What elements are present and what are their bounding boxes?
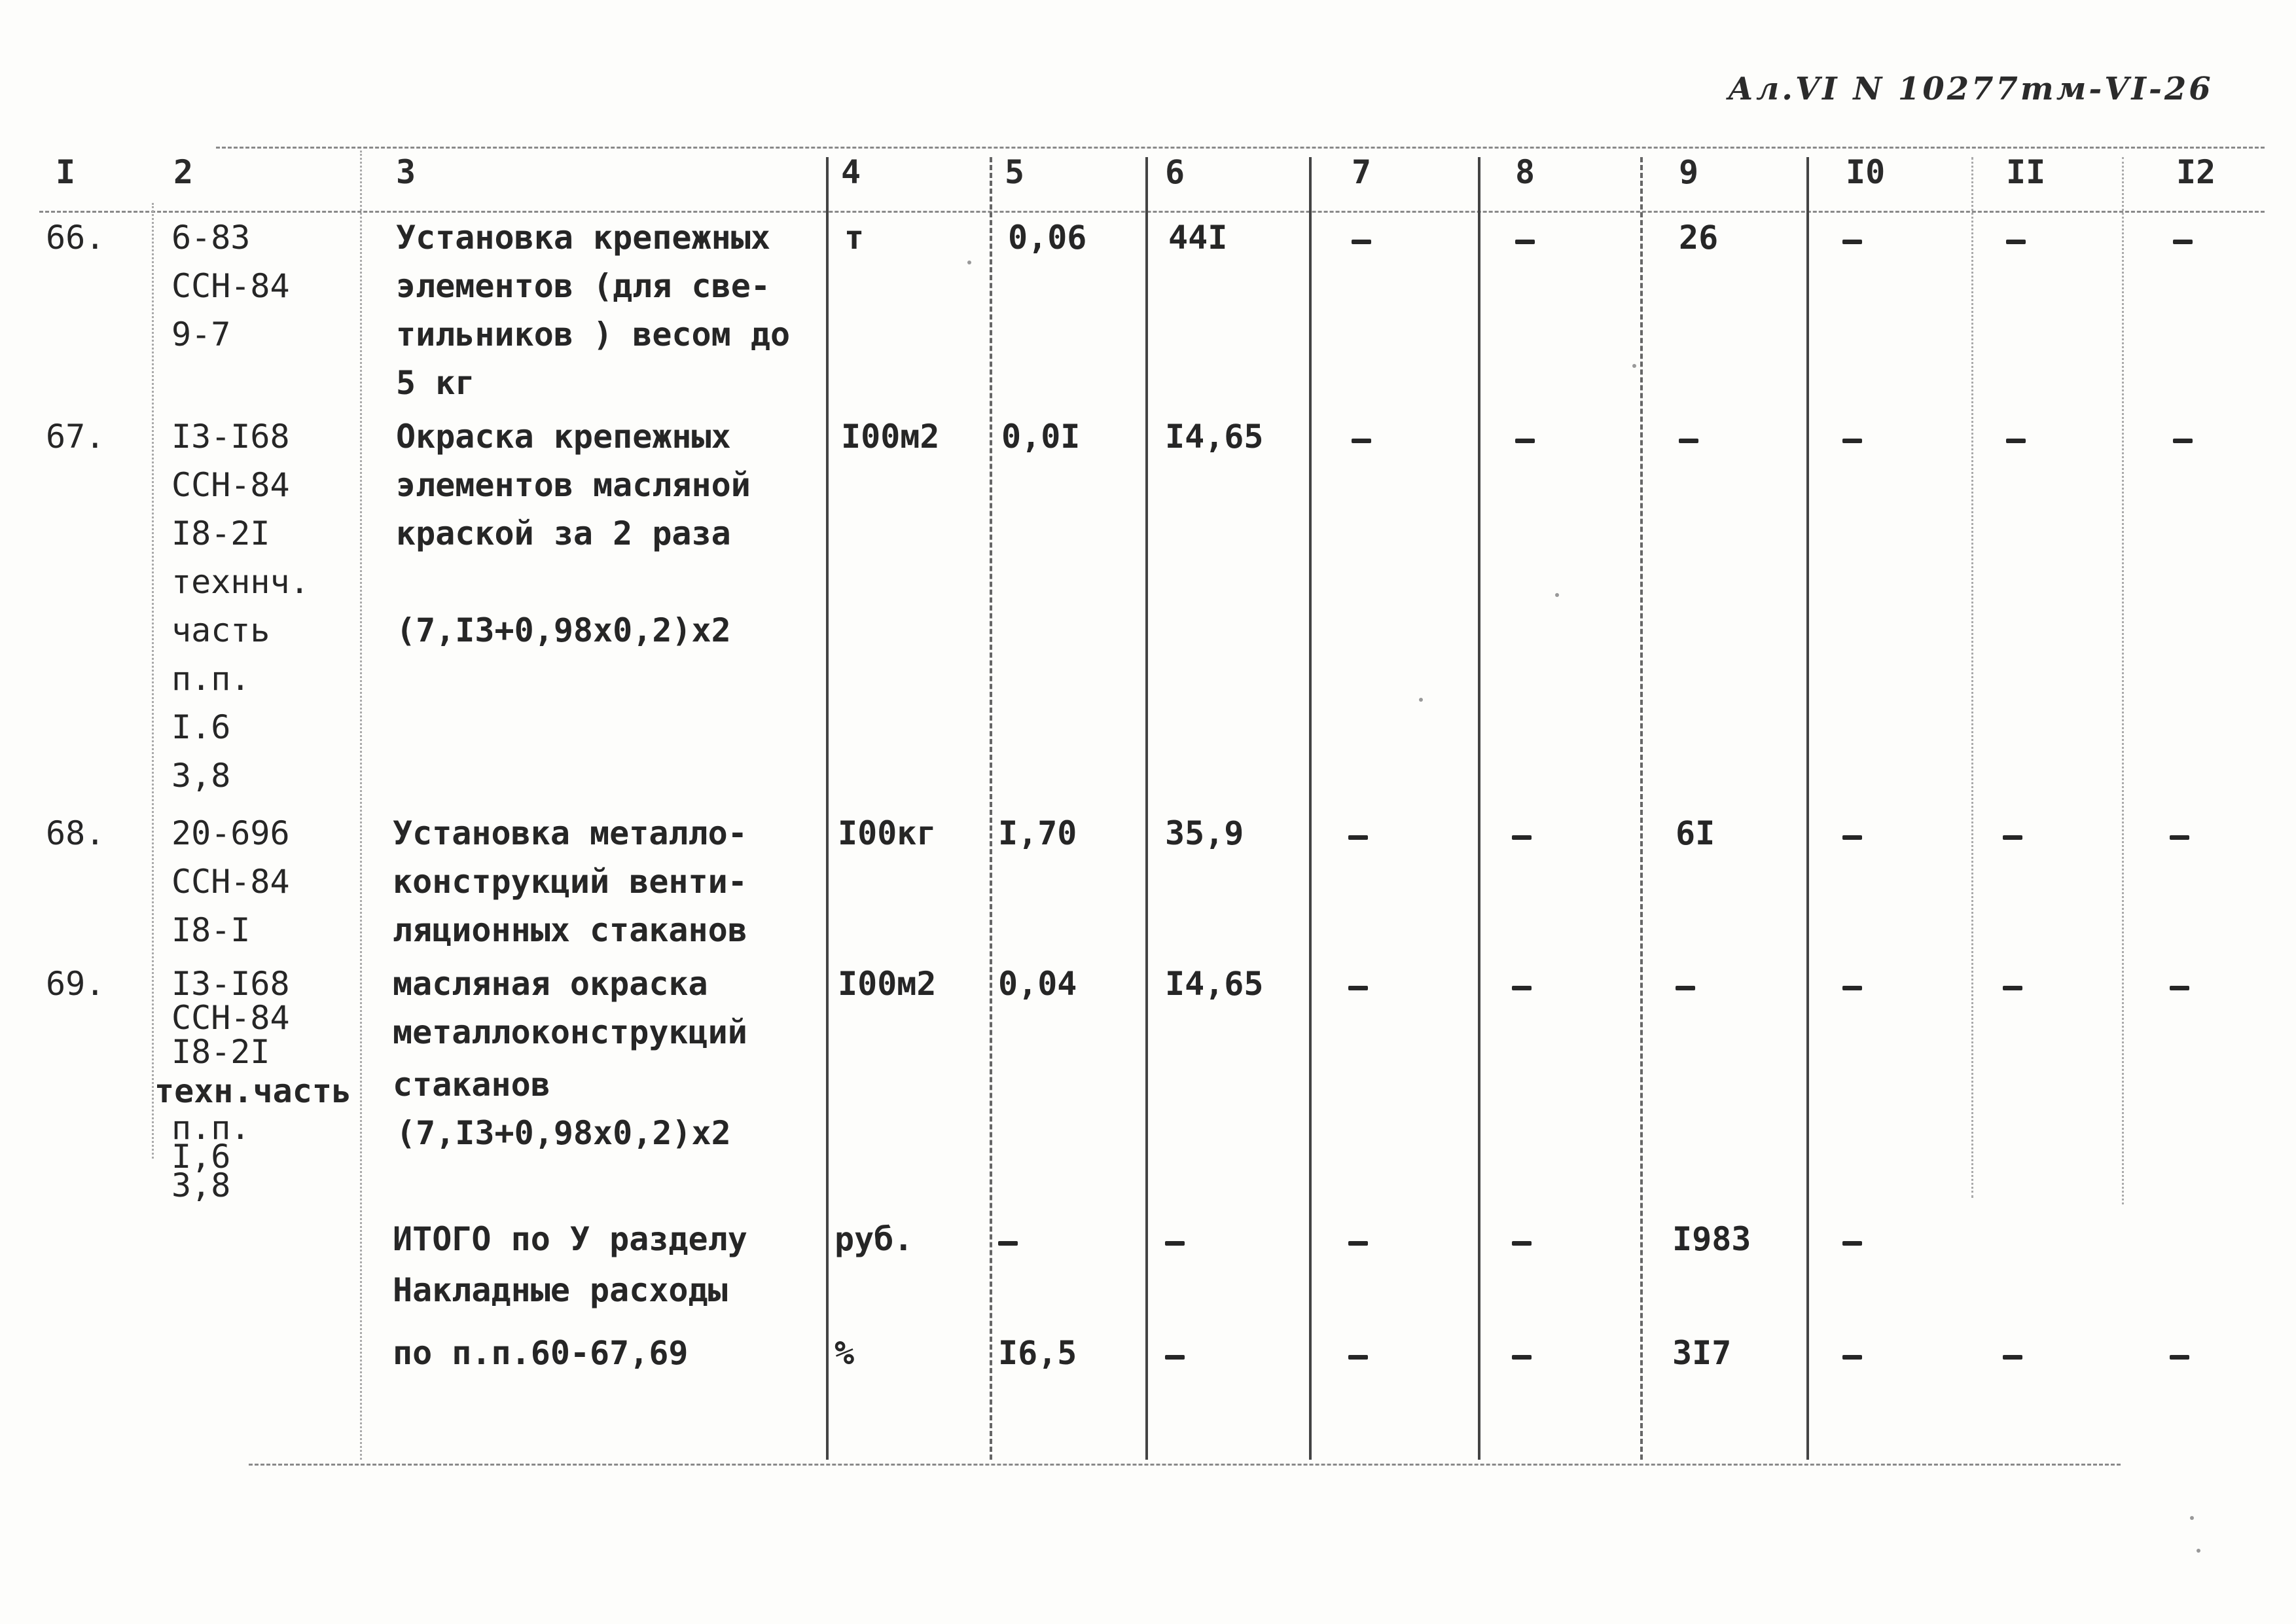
empty-cell-dash [1512, 986, 1532, 990]
description-line: масляная окраска [393, 965, 708, 1003]
empty-cell-dash [1679, 439, 1698, 443]
empty-cell-dash [1352, 240, 1371, 244]
quantity-cell: 0,0I [1001, 418, 1081, 456]
norm-code-line: I3-I68 [171, 418, 290, 456]
empty-cell-dash [1515, 439, 1535, 443]
description-line: Окраска крепежных [396, 418, 731, 456]
col-rule-11-left [1971, 157, 1973, 1198]
description-line: Установка крепежных [396, 219, 770, 257]
col9-cell: 26 [1679, 219, 1719, 257]
empty-cell-dash [2003, 1355, 2022, 1360]
empty-cell-dash [1842, 240, 1862, 244]
unit-cell: т [844, 219, 865, 257]
quantity-cell: 0,06 [1008, 219, 1087, 257]
empty-cell-dash [2170, 986, 2189, 990]
norm-code-line: 20-696 [171, 814, 290, 852]
description-line: металлоконструкций [393, 1013, 747, 1051]
norm-code-line: п.п. [171, 660, 251, 698]
col-header-2: 2 [173, 153, 194, 191]
quantity-cell: I,70 [998, 814, 1077, 852]
row-number: 66. [46, 219, 105, 257]
scan-speck [1555, 593, 1559, 597]
norm-code-line: I.6 [171, 708, 231, 746]
col-rule-2-left [152, 203, 154, 1159]
unit-price-cell: I4,65 [1165, 965, 1264, 1003]
norm-code-line: I8-2I [171, 1033, 270, 1071]
empty-cell-dash [2173, 439, 2193, 443]
col-rule-8-left [1478, 157, 1480, 1460]
norm-code-line: ССН-84 [171, 466, 290, 504]
row-number: 69. [46, 965, 105, 1003]
norm-code-line: ССН-84 [171, 267, 290, 305]
overhead-label: Накладные расходы [393, 1271, 728, 1309]
overhead-col9: 3I7 [1672, 1334, 1732, 1372]
norm-code-line: 9-7 [171, 316, 231, 353]
col-header-3: 3 [396, 153, 416, 191]
col-header-4: 4 [841, 153, 861, 191]
description-line: тильников ) весом до [396, 316, 791, 353]
norm-code-line: ССН-84 [171, 999, 290, 1037]
empty-cell-dash [2003, 986, 2022, 990]
total-label: ИТОГО по У разделу [393, 1220, 747, 1258]
col-header-8: 8 [1515, 153, 1535, 191]
col9-cell: 6I [1676, 814, 1715, 852]
empty-cell-dash [2006, 439, 2026, 443]
empty-cell-dash [2006, 240, 2026, 244]
col-header-5: 5 [1005, 153, 1025, 191]
norm-code-line: часть [171, 611, 270, 649]
empty-cell-dash [2003, 835, 2022, 840]
sheet-code: Ал.VI N 10277тм-VI-26 [1728, 71, 2214, 107]
unit-price-cell: 35,9 [1165, 814, 1244, 852]
empty-cell-dash [1352, 439, 1371, 443]
unit-price-cell: I4,65 [1165, 418, 1264, 456]
quantity-formula: (7,I3+0,98х0,2)х2 [396, 1114, 731, 1152]
col-rule-5-left [990, 157, 992, 1460]
unit-cell: I00м2 [841, 418, 940, 456]
norm-code-line: 6-83 [171, 219, 251, 257]
empty-cell-dash [1512, 1355, 1532, 1360]
empty-cell-dash [1842, 439, 1862, 443]
empty-cell-dash [1165, 1241, 1185, 1246]
empty-cell-dash [1842, 986, 1862, 990]
top-rule [216, 147, 2265, 149]
description-line: конструкций венти- [393, 863, 747, 901]
norm-code-line: I8-2I [171, 514, 270, 552]
empty-cell-dash [1348, 986, 1368, 990]
overhead-unit: % [834, 1334, 855, 1372]
bottom-rule [249, 1464, 2121, 1466]
empty-cell-dash [998, 1241, 1018, 1246]
empty-cell-dash [1512, 835, 1532, 840]
empty-cell-dash [1676, 986, 1695, 990]
total-col9: I983 [1672, 1220, 1751, 1258]
col-header-1: I [56, 153, 76, 191]
description-line: элементов масляной [396, 466, 751, 504]
empty-cell-dash [2170, 835, 2189, 840]
row-number: 68. [46, 814, 105, 852]
col-rule-6-left [1145, 157, 1148, 1460]
col-header-9: 9 [1679, 153, 1699, 191]
unit-price-cell: 44I [1168, 219, 1228, 257]
scan-speck [967, 261, 971, 264]
quantity-formula: (7,I3+0,98х0,2)х2 [396, 611, 731, 649]
col-rule-12-left [2122, 157, 2124, 1204]
overhead-rate: I6,5 [998, 1334, 1077, 1372]
description-line: Установка металло- [393, 814, 747, 852]
header-rule [39, 211, 2265, 213]
empty-cell-dash [2170, 1355, 2189, 1360]
col-rule-4-left [826, 157, 829, 1460]
empty-cell-dash [2173, 240, 2193, 244]
col-rule-10-left [1806, 157, 1809, 1460]
norm-code-line: I8-I [171, 911, 251, 949]
norm-code-line: 3,8 [171, 1166, 231, 1204]
unit-cell: I00кг [838, 814, 937, 852]
col-header-12: I2 [2176, 153, 2216, 191]
description-line: краской за 2 раза [396, 514, 731, 552]
empty-cell-dash [1348, 835, 1368, 840]
total-unit: руб. [834, 1220, 914, 1258]
col-header-6: 6 [1165, 153, 1185, 191]
scan-speck [1632, 364, 1636, 368]
norm-code-line: I,6 [171, 1138, 231, 1176]
empty-cell-dash [1165, 1355, 1185, 1360]
scan-speck [1419, 698, 1423, 702]
norm-code-line: п.п. [171, 1109, 251, 1147]
empty-cell-dash [1512, 1241, 1532, 1246]
row-number: 67. [46, 418, 105, 456]
col-header-10: I0 [1846, 153, 1886, 191]
norm-code-wide-line: техн.часть [154, 1072, 352, 1110]
description-line: элементов (для све- [396, 267, 770, 305]
overhead-label: по п.п.60-67,69 [393, 1334, 689, 1372]
norm-code-line: техннч. [171, 563, 310, 601]
col-header-11: II [2006, 153, 2046, 191]
scan-speck [2190, 1516, 2194, 1520]
empty-cell-dash [1348, 1241, 1368, 1246]
description-line: ляционных стаканов [393, 911, 747, 949]
col-rule-3-left [360, 151, 362, 1460]
norm-code-line: 3,8 [171, 757, 231, 795]
empty-cell-dash [1842, 1355, 1862, 1360]
empty-cell-dash [1348, 1355, 1368, 1360]
col-rule-9-left [1640, 157, 1643, 1460]
scan-speck [2197, 1549, 2200, 1553]
col-rule-7-left [1309, 157, 1312, 1460]
description-line: 5 кг [396, 364, 475, 402]
quantity-cell: 0,04 [998, 965, 1077, 1003]
norm-code-line: I3-I68 [171, 965, 290, 1003]
description-line: стаканов [393, 1066, 550, 1104]
empty-cell-dash [1842, 835, 1862, 840]
col-header-7: 7 [1352, 153, 1372, 191]
empty-cell-dash [1842, 1241, 1862, 1246]
norm-code-line: ССН-84 [171, 863, 290, 901]
unit-cell: I00м2 [838, 965, 937, 1003]
empty-cell-dash [1515, 240, 1535, 244]
